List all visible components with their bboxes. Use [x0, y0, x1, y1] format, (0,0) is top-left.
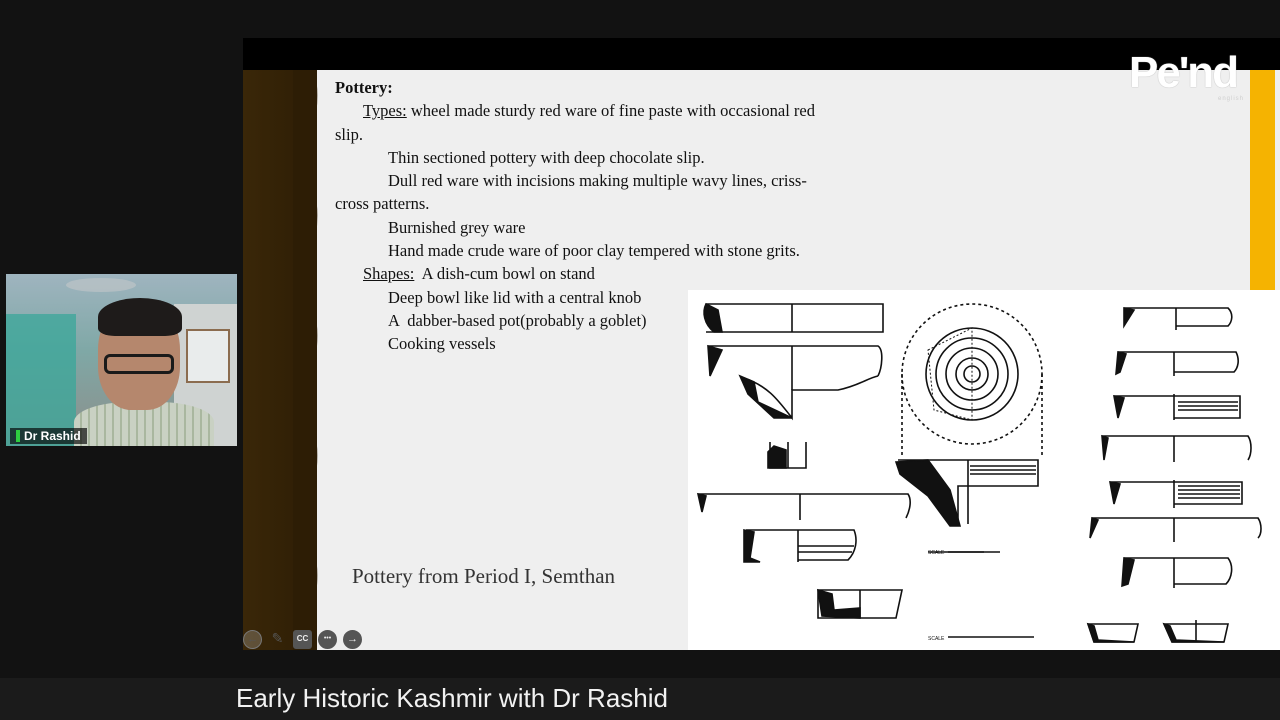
slide-text: Burnished grey ware: [388, 217, 526, 237]
slide-text: Deep bowl like lid with a central knob: [388, 287, 642, 307]
background-window: [186, 329, 230, 383]
slide-text: Cooking vessels: [388, 334, 496, 354]
presenter-hair: [98, 298, 182, 336]
slide-text-line: [335, 216, 915, 239]
slide-heading: Pottery:: [335, 78, 393, 97]
slide-text-line: [335, 99, 915, 122]
stream-title: Early Historic Kashmir with Dr Rashid: [236, 683, 668, 713]
slide-text-line: [335, 146, 915, 169]
presenter-name-tag: [10, 428, 87, 444]
slide-text: Hand made crude ware of poor clay tempered with stone grits.: [388, 241, 800, 261]
slide: [243, 38, 1280, 650]
forward-arrow-icon[interactable]: →: [343, 630, 362, 649]
slide-text: Thin sectioned pottery with deep chocolate slip.: [388, 147, 705, 167]
ceiling-fan: [66, 278, 136, 292]
slide-text-line: [335, 239, 915, 262]
scale-label: SCALE: [928, 550, 945, 556]
slide-text-line: [335, 76, 915, 99]
slide-wave-edge: [293, 70, 333, 650]
slide-text: cross patterns.: [335, 194, 430, 214]
captions-icon[interactable]: CC: [293, 630, 312, 649]
slide-text-line: [335, 123, 915, 146]
slide-text-line: [335, 192, 915, 215]
slide-text: wheel made sturdy red ware of fine paste with occasional red: [406, 101, 815, 121]
slide-subheading: Types:: [363, 101, 407, 121]
presenter-glasses: [104, 354, 174, 374]
slide-text-line: [335, 169, 915, 192]
presenter-name: Dr Rashid: [24, 429, 81, 443]
scale-label-2: SCALE: [928, 636, 945, 642]
slide-caption: Pottery from Period I, Semthan: [352, 564, 616, 588]
slide-text: A dabber-based pot(probably a goblet): [388, 310, 647, 330]
slide-accent-band: [1250, 70, 1275, 292]
background-wall: [6, 314, 76, 446]
slide-text: Dull red ware with incisions making multiple wavy lines, criss-: [388, 171, 807, 191]
presenter-video: [6, 274, 237, 446]
channel-logo-sub: english: [1218, 96, 1245, 102]
more-icon[interactable]: •••: [318, 630, 337, 649]
back-arrow-icon[interactable]: ←: [243, 630, 262, 649]
pen-icon[interactable]: ✎: [271, 629, 284, 646]
mic-indicator-icon: [16, 430, 20, 442]
pottery-drawings: [688, 290, 1280, 650]
slide-subheading: Shapes:: [363, 264, 415, 284]
slide-text-line: [335, 262, 915, 285]
slideshow-toolbar: [243, 628, 362, 650]
channel-logo: Pe'nd: [1129, 48, 1238, 97]
slide-text: A dish-cum bowl on stand: [414, 264, 595, 284]
slide-text: slip.: [335, 124, 363, 144]
